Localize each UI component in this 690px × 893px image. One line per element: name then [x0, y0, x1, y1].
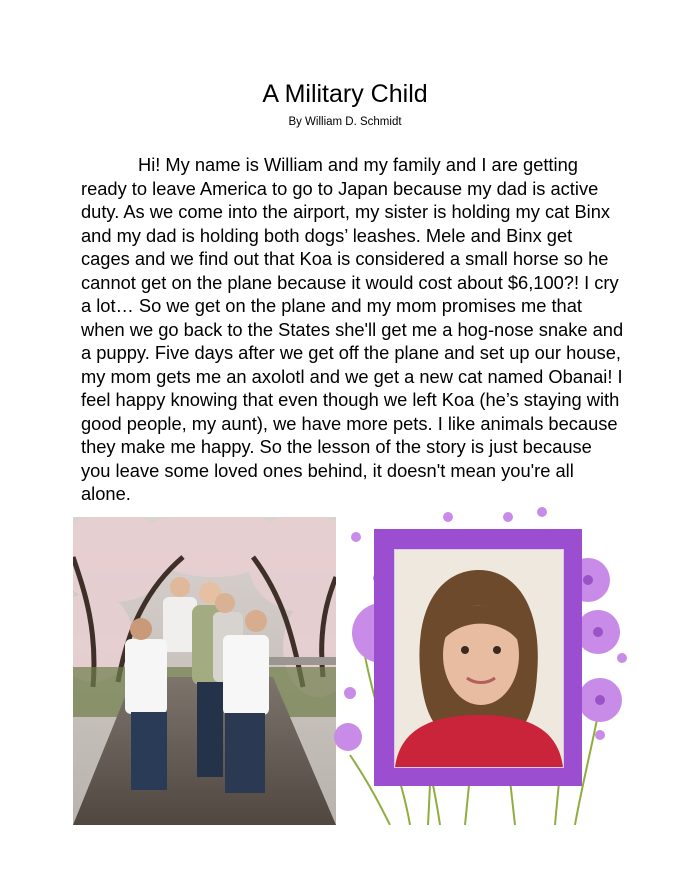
story-paragraph: Hi! My name is William and my family and I are getting ready to leave America to go to Japan because my dad is active duty. As we come into the airport, my sister is holding my cat Binx and my dad is holding both dogs’ leashes. Mele and Binx get cages and we find out that Koa is considered a small horse so he cannot get on the plane because it would cost about $6,100?! I cry a lot… So we get on the plane and my mom promises me that when we go back to the States she'll get me a hog-nose snake and a puppy. Five days after we get off the plane and set up our house, my mom gets me an axolotl and we get a new cat named Obanai! I feel happy knowing that even though we left Koa (he’s staying with good people, my aunt), we have more pets. I like animals because they make me happy. So the lesson of the story is just because you leave some loved ones behind, it doesn't mean you're all alone. — [81, 154, 624, 504]
child-portrait — [395, 550, 563, 767]
page-title: A Military Child — [262, 80, 428, 108]
portrait-frame — [374, 529, 582, 786]
byline: By William D. Schmidt — [288, 116, 402, 128]
family-photo — [73, 517, 336, 825]
portrait-photo — [394, 549, 564, 768]
